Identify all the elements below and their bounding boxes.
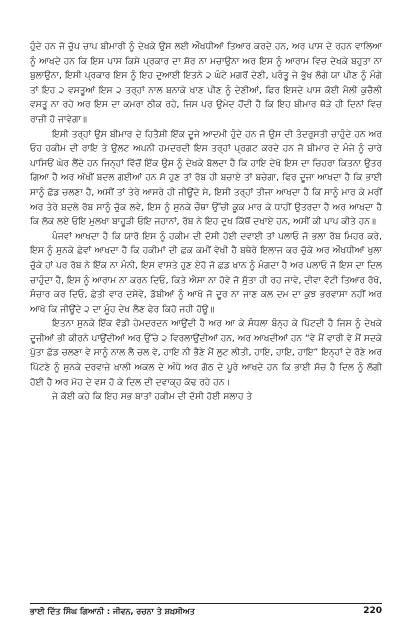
- paragraph-1: ਹੁੰਦੇ ਹਨ ਜੋ ਚੁੱਪ ਚਾਪ ਬੀਮਾਰੀ ਨੂੰ ਦੇਖਕੇ ਉਸ ਲਈ ਔਖਧੀਆਂ ਤਿਆਰ ਕਰਦੇ ਹਨ, ਅਰ ਪਾਸ ਦੇ ਰਹਨ ਵਾਲਿਆ ਨੂੰ ਆਖਦੇ ਹਨ ਕਿ ਇਸ ਪਾਸ ਕਿਸੇ ਪ੍ਰਕਾਰ ਦਾ ਸ਼ੋਰ ਨਾ ਮਚਾਉਨਾ ਅਰ ਇਸ ਨੂੰ ਆਰਾਮ ਵਿਚ ਦੇਖਕੇ ਬਹੁਤਾ ਨਾ ਬੁਲਾਉਨਾ, ਇਸੀ ਪ੍ਰਕਾਰ ਇਸ ਨੂੰ ਇਹ ਦੁਆਈ ਇਤਨੇ ੨ ਘੰਟੇ ਮਗਰੋਂ ਦੇਣੀ, ਪਰੰਤੂ ਜੇ ਭੁੱਖ ਲੱਗੇ ਯਾ ਪੀਣ ਨੂੰ ਮੰਗੇ ਤਾਂ ਇਹ ੨ ਵਸਤੂਆਂ ਇਸ ੨ ਤਰ੍ਹਾਂ ਨਾਲ ਬਨਾਕੇ ਖਾਣ ਪੀਣ ਨੂੰ ਦੇਣੀਆਂ, ਫਿਰ ਇਸਦੇ ਪਾਸ ਕੋਈ ਮੈਲੀ ਕੁਚੈਲੀ ਵਸਤੂ ਨਾ ਰਹੇ ਅਰ ਇਸ ਦਾ ਕਮਰਾ ਠੀਕ ਰਹੇ, ਜਿਸ ਪਰ ਉਮੇਦ ਹੋਂਦੀ ਹੈ ਕਿ ਇਹ ਬੀਮਾਰ ਥੋੜੇ ਹੀ ਦਿਨਾਂ ਵਿਚ ਰਾਜ਼ੀ ਹੋ ਜਾਵੇਗਾ॥: [30, 42, 382, 125]
- footer-divider: [30, 603, 382, 604]
- running-footer-title: ਭਾਈ ਦਿੱਤ ਸਿੰਘ ਗਿਆਨੀ : ਜੀਵਨ, ਰਚਨਾ ਤੇ ਸ਼ਖ਼ਸੀਅਤ: [30, 607, 195, 616]
- paragraph-4: ਇਤਨਾ ਸੁਨਕੇ ਇੱਕ ਵੱਡੀ ਹੇਮਦਰਦਨ ਆਉਂਦੀ ਹੈ ਅਰ ਆ ਕੇ ਸੰਧਲਾ ਬੰਨ੍ਹ ਕੇ ਪਿੱਟਦੀ ਹੈ ਜਿਸ ਨੂੰ ਦੇਖਕੇ ਦੂਜੀਆਂ ਭੀ ਕੀਰਨੇ ਪਾਉਂਦੀਆਂ ਅਰ ਉੱਚੇ ੨ ਵਿਰਲਾਉਂਦੀਆਂ ਹਨ, ਅਰ ਆਖਦੀਆਂ ਹਨ “ਵੇ ਮੈਂ ਵਾਰੀ ਵੇ ਮੈਂ ਸਦਕੇ ਪੁੱਤਾ ਛੱਡ ਚਲਣਾ ਵੇ ਸਾਨੂੰ ਨਾਲ ਲੈ ਚਲ ਵੇ, ਹਾਇ ਨੀ ਭੈਣੇ ਮੈਂ ਲੁਟ ਲੀਤੀ, ਹਾਇ, ਹਾਇ, ਹਾਇ” ਇਨ੍ਹਾਂ ਦੇ ਰੋਣੇ ਅਰ ਪਿੱਟਣੇ ਨੂੰ ਸੁਨਕੇ ਦਰਵਾਜ਼ੇ ਖਾਲੀ ਅਕਲ ਦੇ ਅੰਧੇ ਅਰ ਗੱਠ ਦੇ ਪੂਰੇ ਆਖਦੇ ਹਨ ਕਿ ਭਾਈ ਸੱਚ ਹੈ ਦਿਲ ਨੂੰ ਲੱਗੀ ਹੋਈ ਹੈ ਅਰ ਮੋਹ ਦੇ ਵਸ ਹੋ ਕੇ ਦਿਲ ਦੀ ਦਵਾਕ੍ਹ ਕੱਢ ਰਹੇ ਹਨ।: [30, 319, 382, 388]
- paragraph-3: ਪੰਜਵਾਂ ਆਖਦਾ ਹੈ ਕਿ ਯਾਰੋ ਇਸ ਨੂੰ ਹਕੀਮ ਦੀ ਦੱਸੀ ਹੋਈ ਦਵਾਈ ਤਾਂ ਪਲਾਓ ਜੋ ਭਲਾ ਰੱਬ ਮਿਹਰ ਕਰੇ, ਇਸ ਨੂੰ ਸੁਨਕੇ ਛੇਵਾਂ ਆਖਦਾ ਹੈ ਕਿ ਹਕੀਮਾਂ ਦੀ ਛਕ ਕਮੀਂ ਵੇਖੀ ਹੈ ਬਥੇਰੇ ਇਲਾਜ ਕਰ ਚੁੱਕੇ ਅਰ ਔਖਧੀਆਂ ਖੁਲਾ ਚੁੱਕੇ ਹਾਂ ਪਰ ਰੱਬ ਨੇ ਇੱਕ ਨਾ ਮੰਨੀ, ਇਸ ਵਾਸਤੇ ਹੁਣ ਏਹੋ ਜੋ ਛਡ ਖਾਨ ਨੂੰ ਮੰਗਦਾ ਹੈ ਅਰ ਪਲਾਓ ਜੋ ਇਸ ਦਾ ਦਿਲ ਚਾਹੁੰਦਾ ਹੈ, ਇਸ ਨੂੰ ਆਰਾਮ ਨਾ ਕਰਨ ਦਿਓ, ਕਿਤੇ ਐਸਾ ਨਾ ਹੋਵੇ ਜੋ ਸੁੱਤਾ ਹੀ ਰਹ ਜਾਵੇ, ਦੀਵਾ ਵੱਟੀ ਤਿਆਰ ਰੱਖੋ, ਸੰਚਾਰ ਕਰ ਦਿਓ, ਛੇਤੀ ਵਾਰ ਦਸੇਵੇ, ਡੱਬੀਆਂ ਨੂੰ ਆਖੋ ਜੋ ਦੂਰ ਨਾ ਜਾਣ ਕਲ ਦਮ ਦਾ ਕੁਝ ਭਰਵਾਸਾ ਨਹੀਂ ਅਰ ਆਖੋ ਕਿ ਜੀਊਂਦੇ ੨ ਦਾ ਮੂੰਹ ਦੇਖ ਲੈਣ ਫੇਰ ਕਿਹੋ ਜਹੀ ਹੋਊ॥: [30, 231, 382, 315]
- paragraph-5: ਜੇ ਕੋਈ ਕਹੇ ਕਿ ਇਹ ਸਭ ਬਾਤਾਂ ਹਕੀਮ ਦੀ ਦੱਸੀ ਹੋਈ ਸਲਾਹ ਤੇ: [52, 392, 253, 403]
- body-text: [30, 40, 382, 405]
- paragraph-2: ਇਸੀ ਤਰ੍ਹਾਂ ਉਸ ਬੀਮਾਰ ਦੇ ਹਿਤੈਸ਼ੀ ਇੱਕ ਦੂਜੇ ਆਦਮੀ ਹੁੰਦੇ ਹਨ ਜੋ ਉਸ ਦੀ ਤੰਦਰੁਸਤੀ ਚਾਹੁੰਦੇ ਹਨ ਅਰ ਓਹ ਹਕੀਮ ਦੀ ਰਾਇ ਤੇ ਉਲਟ ਅਪਨੀ ਹਮਦਰਦੀ ਇਸ ਤਰ੍ਹਾਂ ਪ੍ਰਗਟ ਕਰਦੇ ਹਨ ਜੋ ਬੀਮਾਰ ਦੇ ਮੰਜੇ ਨੂੰ ਚਾਰੇ ਪਾਸਿਓਂ ਘੇਰ ਲੈਂਦੇ ਹਨ ਜਿਨ੍ਹਾਂ ਵਿੱਚੋਂ ਇੱਕ ਉਸ ਨੂੰ ਦੇਖਕੇ ਬੋਲਦਾ ਹੈ ਕਿ ਹਾਇ ਦੇਖੋ ਇਸ ਦਾ ਚਿਹਰਾ ਕਿਤਨਾ ਉਤਰ ਗਿਆ ਹੈ ਅਰ ਅੱਖੀਂ ਬਦਲ ਗਈਆਂ ਹਨ ਸੋ ਹੁਣ ਤਾਂ ਰੱਬ ਹੀ ਬਚਾਏ ਤਾਂ ਬਚੇਗਾ, ਫਿਰ ਦੂਜਾ ਆਖਦਾ ਹੈ ਕਿ ਭਾਈ ਸਾਨੂੰ ਛੱਡ ਚਲਣਾ ਹੈ, ਅਸੀਂ ਤਾਂ ਤੇਰੇ ਆਸਰੇ ਹੀ ਜੀਊਂਦੇ ਸੇ, ਇਸੀ ਤਰ੍ਹਾਂ ਤੀਜਾ ਆਖਦਾ ਹੈ ਕਿ ਸਾਨੂੰ ਮਾਰ ਕੇ ਮਰੀਂ ਅਰ ਤੇਰੇ ਬਦਲੇ ਰੱਬ ਸਾਨੂੰ ਚੁੱਕ ਲਵੇ, ਇਸ ਨੂੰ ਸੁਨਕੇ ਚੌਥਾ ਉੱਚੀ ਕੂਕ ਮਾਰ ਕੇ ਧਾਹੀਂ ਉਤਰਦਾ ਹੈ ਅਰ ਆਖਦਾ ਹੈ ਕਿ ਲੋਕ ਲਏ ਓਇ ਮੁਲਖਾ ਬਾਹੂੜੀ ਓਇ ਜਹਾਨਾਂ, ਰੱਬ ਨੇ ਇਹ ਦੁਖ ਕਿੱਥੋਂ ਦਖਾਏ ਹਨ, ਅਸੀਂ ਕੀ ਪਾਪ ਕੀਤੇ ਹਨ॥: [30, 129, 382, 228]
- page-number: 220: [363, 606, 382, 616]
